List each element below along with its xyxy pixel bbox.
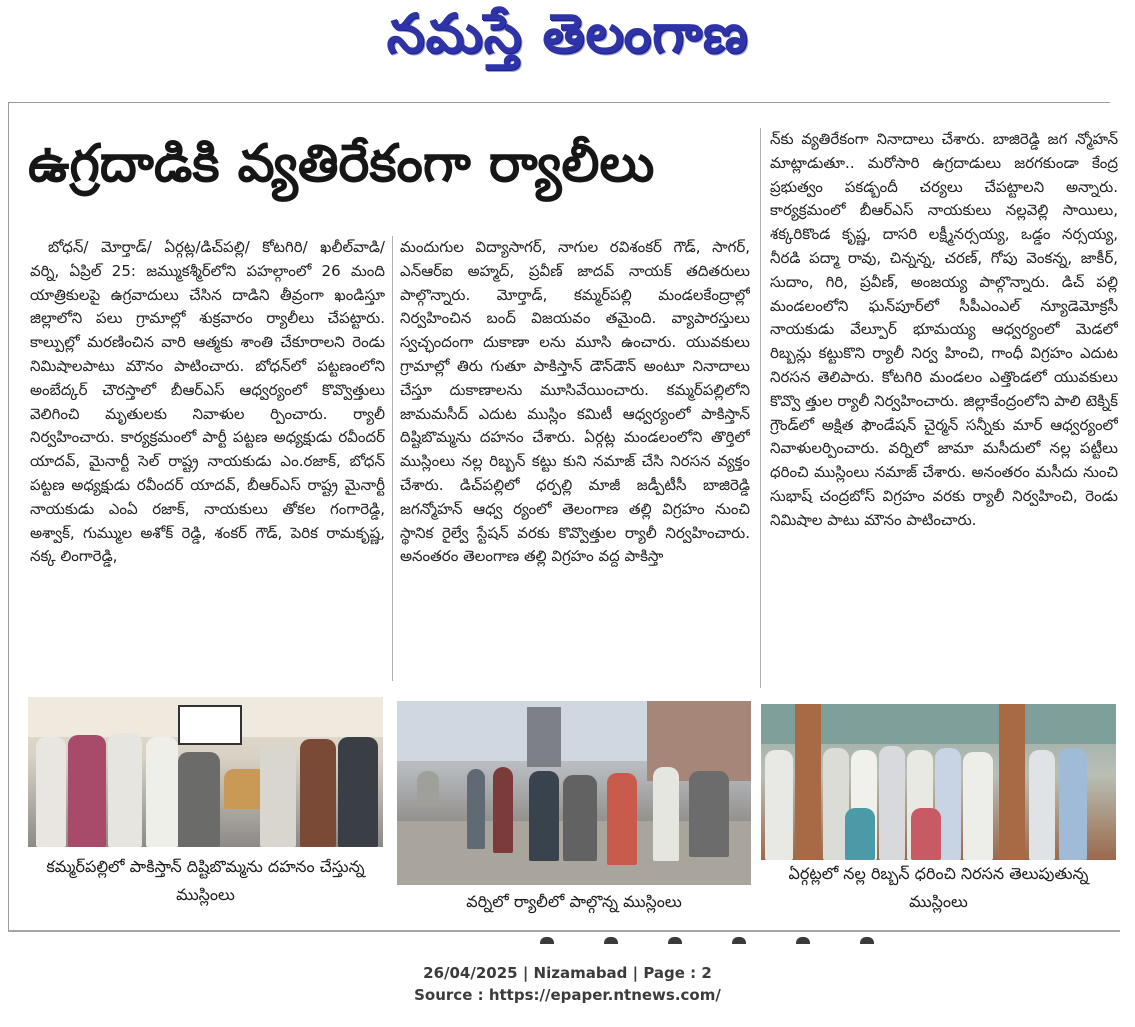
newspaper-logo: నమస్తే తెలంగాణ bbox=[386, 1, 749, 65]
left-divider bbox=[8, 102, 9, 932]
photo-caption-1: కమ్మర్‌పల్లిలో పాకిస్తాన్ దిష్టిబొమ్మను దహనం చేస్తున్న ముస్లింలు bbox=[46, 857, 365, 904]
footer-source-link[interactable]: Source : https://epaper.ntnews.com/ bbox=[414, 986, 721, 1004]
photo-effigy-burning bbox=[28, 697, 383, 847]
photo-caption-3: ఏర్గట్లలో నల్ల రిబ్బన్ ధరించి నిరసన తెలుపుతున్న ముస్లింలు bbox=[788, 864, 1089, 911]
article-column-1: బోధన్/ మోర్తాడ్/ ఏర్గట్ల/డిచ్‌పల్లి/ కోటగిరి/ ఖలీల్‌వాడి/ వర్ని, ఏప్రిల్ 25: జమ్ముకశ్మీర్‌లోని పహల్గాంలో 26 మంది యాత్రికులపై ఉగ్రవాదులు చేసిన దాడిని తీవ్రంగా ఖండిస్తూ జిల్లాలోని పలు గ్రామాల్లో శుక్రవారం ర్యాలీలు చేపట్టారు. కాల్పుల్లో మరణించిన వారి ఆత్మకు శాంతి చేకూరాలని రెండు నిమిషాలపాటు మౌనం పాటించారు. బోధన్‌లో పట్టణంలోని అంబేద్కర్ చౌరస్తాలో బీఆర్ఎస్ ఆధ్వర్యంలో కొవ్వొత్తులు వెలిగించి మృతులకు నివాళుల ర్పించారు. ర్యాలీ నిర్వహించారు. కార్యక్రమంలో పార్టీ పట్టణ అధ్యక్షుడు రవీందర్ యాదవ్, మైనార్టీ సెల్ రాష్ట్ర నాయకుడు ఎం.రజాక్, బోధన్ పట్టణ అధ్యక్షుడు రవీందర్ యాదవ్, బీఆర్ఎస్ రాష్ట్ర మైనార్టీ నాయకుడు ఎంఏ రజాక్, నాయకులు తోకల గంగారెడ్డి, అశ్వాక్, గుమ్ముల అశోక్ రెడ్డి, శంకర్ గౌడ్, పెరిక రామకృష్ణ, నక్క లింగారెడ్డి, bbox=[30, 238, 385, 566]
column-divider bbox=[760, 128, 761, 688]
article-headline: ఉగ్రదాడికి వ్యతిరేకంగా ర్యాలీలు bbox=[28, 134, 655, 194]
column-divider bbox=[392, 236, 393, 681]
top-divider bbox=[8, 102, 1110, 103]
masthead bbox=[0, 0, 1135, 80]
page-footer bbox=[0, 962, 1135, 1006]
photo-mosque-group bbox=[761, 704, 1116, 860]
photo-rally-road bbox=[397, 701, 751, 885]
bottom-divider bbox=[8, 930, 1120, 932]
next-article-cutoff bbox=[540, 934, 960, 944]
article-column-2: మందుగుల విద్యాసాగర్, నాగుల రవిశంకర్ గౌడ్, సాగర్, ఎన్ఆర్ఐ అహ్మద్, ప్రవీణ్ జాదవ్ నాయక్ తదితరులు పాల్గొన్నారు. మోర్తాడ్, కమ్మర్‌పల్లి మండలకేంద్రాల్లో నిర్వహించిన బంద్ విజయవం తమైంది. వ్యాపారస్తులు స్వచ్ఛందంగా దుకాణా లను మూసి ఉంచారు. యువకులు గ్రామాల్లో తిరు గుతూ పాకిస్తాన్ డౌన్‌డౌన్ అంటూ నినాదాలు చేస్తూ దుకాణాలను మూసివేయించారు. కమ్మర్‌పల్లిలోని జామమసీద్ ఎదుట ముస్లిం కమిటీ ఆధ్వర్యంలో పాకిస్తాన్ దిష్టిబొమ్మను దహనం చేశారు. ఏర్గట్ల మండలంలోని తొర్తిలో ముస్లింలు నల్ల రిబ్బన్ కట్టు కుని నమాజ్ చేసి నిరసన వ్యక్తం చేశారు. డిచ్‌పల్లిలో ధర్పల్లి మాజీ జడ్పీటీసీ బాజిరెడ్డి జగన్మోహన్ ఆధ్వ ర్యంలో తెలంగాణ తల్లి విగ్రహం నుంచి స్థానిక రైల్వే స్టేషన్ వరకు కొవ్వొత్తుల ర్యాలీ నిర్వహించారు. అనంతరం తెలంగాణ తల్లి విగ్రహం వద్ద పాకిస్తా bbox=[400, 238, 750, 566]
photo-caption-2: వర్నిలో ర్యాలీలో పాల్గొన్న ముస్లింలు bbox=[466, 892, 682, 911]
footer-date-edition: 26/04/2025 | Nizamabad | Page : 2 bbox=[423, 964, 712, 982]
article-column-3: న్‌కు వ్యతిరేకంగా నినాదాలు చేశారు. బాజిరెడ్డి జగ న్మోహన్ మాట్లాడుతూ.. మరోసారి ఉగ్రదాడులు జరగకుండా కేంద్ర ప్రభుత్వం పకడ్బందీ చర్యలు చేపట్టాలని అన్నారు. కార్యక్రమంలో బీఆర్ఎస్ నాయకులు నల్లవెల్లి సాయిలు, శక్కరికొండ కృష్ణ, దాసరి లక్ష్మీనర్సయ్య, ఒడ్డం నర్సయ్య, నీరడి పద్మా రావు, చిన్నన్న, చరణ్, గోపు వెంకన్న, జాకీర్, సుదాం, గిరి, ప్రవీణ్, అంజయ్య పాల్గొన్నారు. డిచ్ పల్లి మండలంలోని ఘన్‌పూర్‌లో సీపీఎంఎల్ న్యూడెమోక్రసీ నాయకుడు వేల్పూర్ భూమయ్య ఆధ్వర్యంలో మెడలో రిబ్బన్లు కట్టుకొని ర్యాలీ నిర్వ హించి, గాంధీ విగ్రహం ఎదుట నిరసన తెలిపారు. కోటగిరి మండలం ఎత్తొండలో యువకులు కొవ్వొ త్తుల ర్యాలీ నిర్వహించారు. జిల్లాకేంద్రంలోని పాలి టెక్నిక్ గ్రౌండ్‌లో అక్షిత ఫౌండేషన్ చైర్మన్ సన్నీకు మార్ ఆధ్వర్యంలో నివాళులర్పించారు. వర్నిలో జామా మసీదులో నల్ల పట్టీలు ధరించి ముస్లింలు నమాజ్ చేశారు. అనంతరం మసీదు నుంచి సుభాష్ చంద్రబోస్ విగ్రహం వరకు ర్యాలీ నిర్వహించి, రెండు నిమిషాల పాటు మౌనం పాటించారు. bbox=[770, 130, 1118, 529]
